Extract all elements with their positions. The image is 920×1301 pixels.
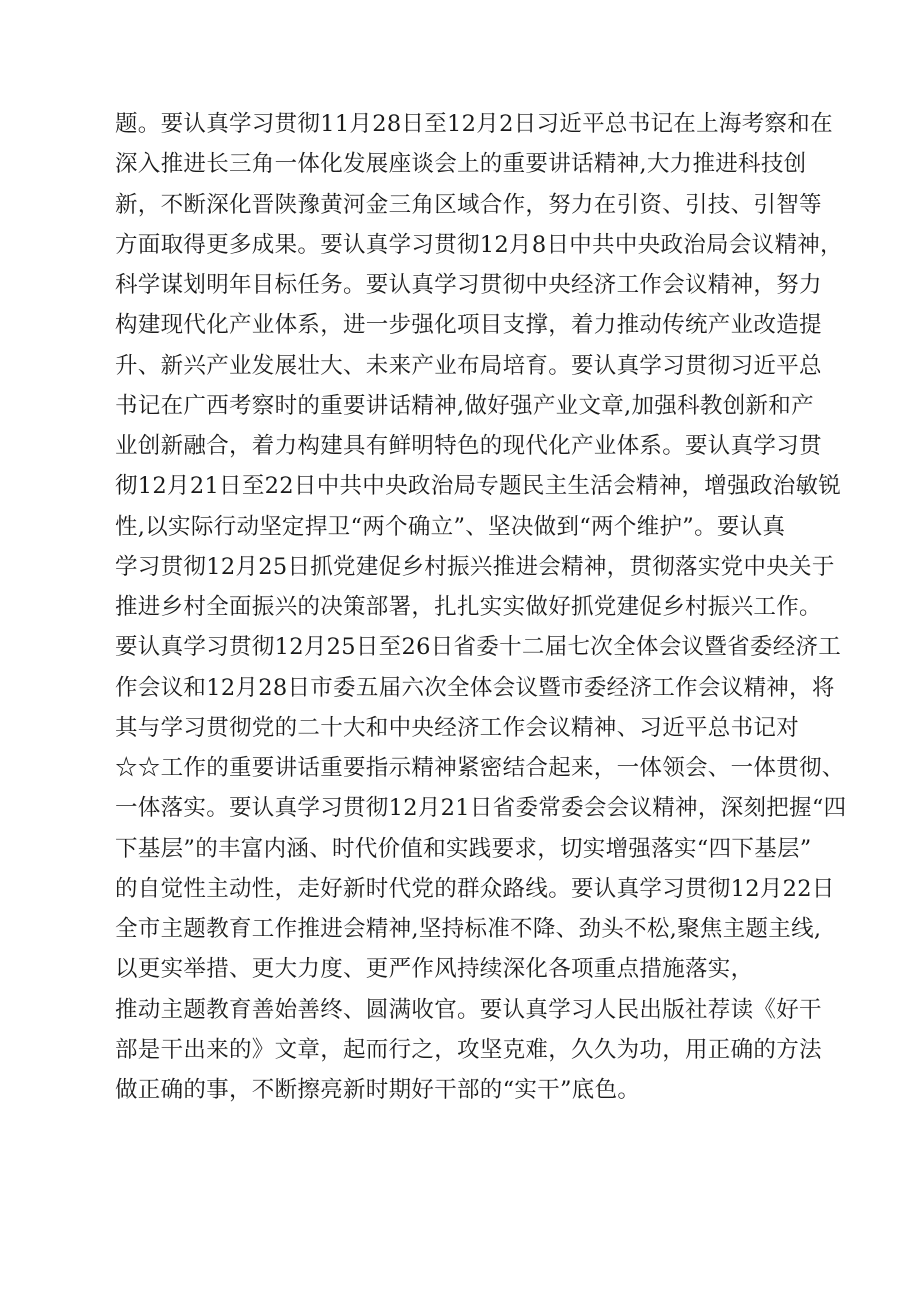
- text-line: 学习贯彻12月25日抓党建促乡村振兴推进会精神，贯彻落实党中央关于: [115, 553, 835, 580]
- text-line: 升、新兴产业发展壮大、未来产业布局培育。要认真学习贯彻习近平总: [115, 352, 822, 379]
- text-line: 性,以实际行动坚定捍卫“两个确立”、坚决做到“两个维护”。要认真: [115, 513, 786, 540]
- text-line: 一体落实。要认真学习贯彻12月21日省委常委会会议精神，深刻把握“四: [115, 795, 847, 822]
- text-line: ☆☆工作的重要讲话重要指示精神紧密结合起来，一体领会、一体贯彻、: [115, 755, 845, 781]
- text-line: 的自觉性主动性，走好新时代党的群众路线。要认真学习贯彻12月22日: [115, 875, 835, 902]
- text-line: 新，不断深化晋陕豫黄河金三角区域合作，努力在引资、引技、引智等: [115, 191, 822, 218]
- text-line: 下基层”的丰富内涵、时代价值和实践要求，切实增强落实“四下基层”: [115, 835, 812, 862]
- text-line: 构建现代化产业体系，进一步强化项目支撑，着力推动传统产业改造提: [115, 312, 822, 339]
- text-line: 业创新融合，着力构建具有鲜明特色的现代化产业体系。要认真学习贯: [115, 433, 822, 459]
- body-paragraph: [115, 104, 875, 1110]
- text-line: 部是干出来的》文章，起而行之，攻坚克难，久久为功，用正确的方法: [115, 1036, 822, 1063]
- text-line: 方面取得更多成果。要认真学习贯彻12月8日中共中央政治局会议精神，: [115, 231, 843, 258]
- text-line: 以更实举措、更大力度、更严作风持续深化各项重点措施落实，: [115, 956, 754, 983]
- text-line: 作会议和12月28日市委五届六次全体会议暨市委经济工作会议精神，将: [115, 674, 835, 701]
- text-line: 做正确的事，不断擦亮新时期好干部的“实干”底色。: [115, 1077, 641, 1103]
- text-line: 推动主题教育善始善终、圆满收官。要认真学习人民出版社荐读《好干: [115, 996, 822, 1023]
- text-line: 彻12月21日至22日中共中央政治局专题民主生活会精神，增强政治敏锐: [115, 473, 842, 500]
- text-line: 要认真学习贯彻12月25日至26日省委十二届七次全体会议暨省委经济工: [115, 634, 842, 661]
- text-line: 推进乡村全面振兴的决策部署，扎扎实实做好抓党建促乡村振兴工作。: [115, 594, 822, 620]
- text-line: 书记在广西考察时的重要讲话精神,做好强产业文章,加强科教创新和产: [115, 392, 814, 419]
- text-line: 深入推进长三角一体化发展座谈会上的重要讲话精神,大力推进科技创: [115, 151, 807, 178]
- text-line: 全市主题教育工作推进会精神,坚持标准不降、劲头不松,聚焦主题主线,: [115, 916, 822, 942]
- text-line: 其与学习贯彻党的二十大和中央经济工作会议精神、习近平总书记对: [115, 714, 800, 741]
- text-line: 科学谋划明年目标任务。要认真学习贯彻中央经济工作会议精神，努力: [115, 272, 822, 298]
- text-line: 题。要认真学习贯彻11月28日至12月2日习近平总书记在上海考察和在: [115, 111, 833, 137]
